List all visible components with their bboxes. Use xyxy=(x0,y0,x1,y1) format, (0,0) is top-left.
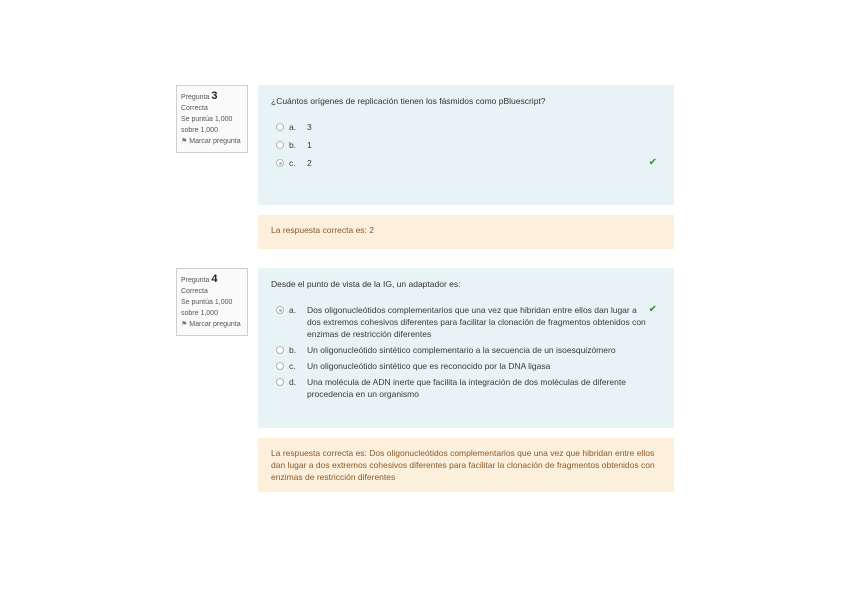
answer-text: 3 xyxy=(307,122,312,132)
question-content xyxy=(258,268,674,492)
answer-radio[interactable] xyxy=(276,141,284,149)
answer-option-b[interactable] xyxy=(271,344,661,356)
answer-letter: b. xyxy=(289,140,297,150)
answer-list xyxy=(271,304,661,400)
flag-label: Marcar pregunta xyxy=(189,321,241,328)
answer-letter: a. xyxy=(289,305,297,315)
answer-letter: c. xyxy=(289,158,296,168)
check-icon: ✔ xyxy=(648,304,657,315)
answer-text: 1 xyxy=(307,140,312,150)
answer-letter: a. xyxy=(289,122,297,132)
answer-option-d[interactable] xyxy=(271,376,661,400)
answer-option-a[interactable] xyxy=(271,304,661,340)
answer-radio[interactable] xyxy=(276,378,284,386)
flag-icon: ⚑ xyxy=(181,321,188,328)
answer-option-c[interactable] xyxy=(271,360,661,372)
answer-text: Un oligonucleótido sintético que es reconocido por la DNA ligasa xyxy=(307,361,551,371)
question-number: 4 xyxy=(211,273,218,285)
answer-radio[interactable] xyxy=(276,159,284,167)
flag-icon: ⚑ xyxy=(181,138,188,145)
question-content xyxy=(258,85,674,249)
question-text: Desde el punto de vista de la IG, un adaptador es: xyxy=(271,279,461,289)
answer-option-b[interactable] xyxy=(271,139,661,151)
answer-option-c[interactable] xyxy=(271,157,661,169)
question-score: Se puntúa 1,000 sobre 1,000 xyxy=(181,116,233,134)
question-number: 3 xyxy=(211,90,218,102)
answer-letter: c. xyxy=(289,361,296,371)
flag-question-link[interactable] xyxy=(181,319,247,330)
question-number-line xyxy=(181,274,247,286)
answer-text: Dos oligonucleótidos complementarios que una vez que hibridan entre ellos dan lugar a dos extremos cohesivos diferentes para facilitar la clonación de fragmentos obtenidos con enzimas de restricción diferentes xyxy=(307,305,646,339)
question-info xyxy=(176,268,248,336)
question-formulation xyxy=(258,268,674,428)
answer-text: Una molécula de ADN inerte que facilita la integración de dos moléculas de diferente procedencia en un organismo xyxy=(307,377,626,399)
answer-radio[interactable] xyxy=(276,346,284,354)
question-label: Pregunta xyxy=(181,277,210,284)
answer-letter: d. xyxy=(289,377,297,387)
correct-answer-feedback: La respuesta correcta es: Dos oligonucleótidos complementarios que una vez que hibridan entre ellos dan lugar a dos extremos cohesivos diferentes para facilitar la clonación de fragmentos obtenidos con enzimas de restricción diferentes xyxy=(258,438,674,492)
question-state: Correcta xyxy=(181,288,208,295)
flag-label: Marcar pregunta xyxy=(189,138,241,145)
question-score: Se puntúa 1,000 sobre 1,000 xyxy=(181,299,233,317)
answer-option-a[interactable] xyxy=(271,121,661,133)
answer-radio[interactable] xyxy=(276,123,284,131)
flag-question-link[interactable] xyxy=(181,136,247,147)
answer-text: 2 xyxy=(307,158,312,168)
answer-text: Un oligonucleótido sintético complementario a la secuencia de un isoesquizómero xyxy=(307,345,616,355)
check-icon: ✔ xyxy=(648,157,657,168)
question-info xyxy=(176,85,248,153)
answer-letter: b. xyxy=(289,345,297,355)
answer-list xyxy=(271,121,661,169)
question-text: ¿Cuántos orígenes de replicación tienen los fásmidos como pBluescript? xyxy=(271,96,546,106)
answer-radio[interactable] xyxy=(276,306,284,314)
answer-radio[interactable] xyxy=(276,362,284,370)
correct-answer-feedback: La respuesta correcta es: 2 xyxy=(258,215,674,249)
question-formulation xyxy=(258,85,674,205)
question-label: Pregunta xyxy=(181,94,210,101)
question-number-line xyxy=(181,91,247,103)
question-state: Correcta xyxy=(181,105,208,112)
